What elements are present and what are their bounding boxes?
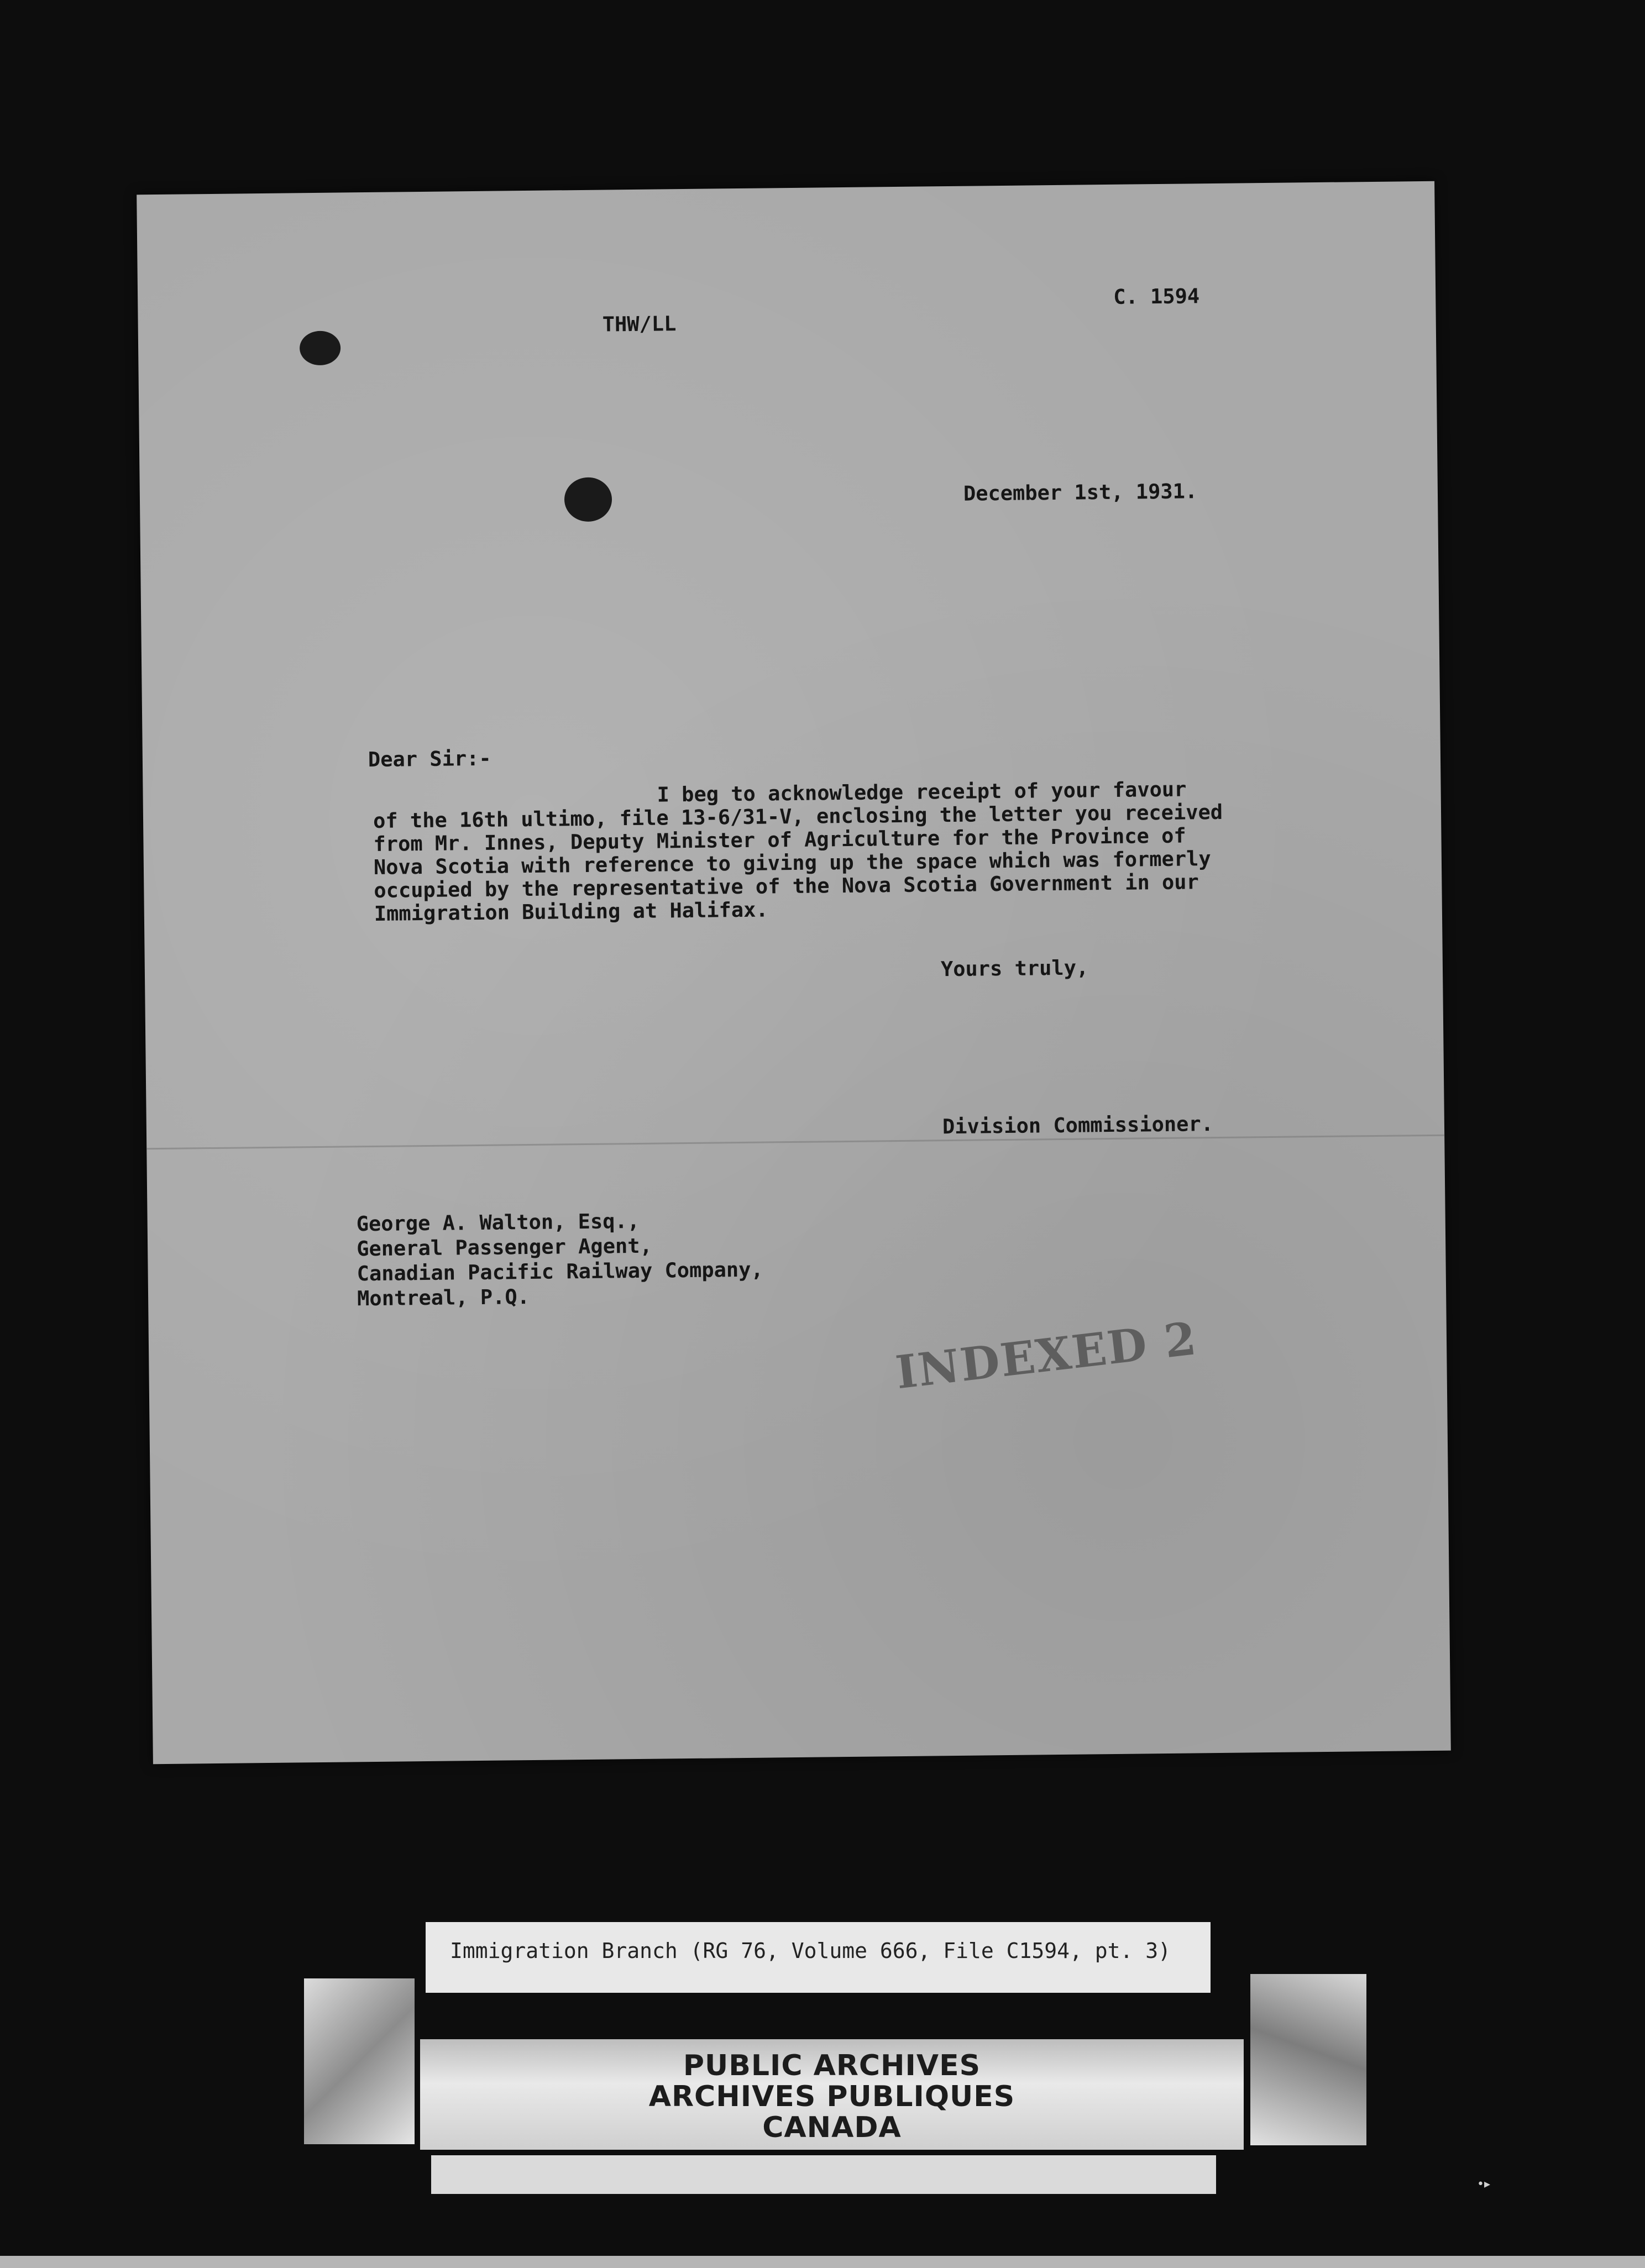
- indexed-stamp: INDEXED 2: [893, 1312, 1200, 1400]
- folder-tab-left: [304, 1978, 415, 2144]
- addressee-line: Montreal, P.Q.: [357, 1285, 530, 1311]
- body-line: Immigration Building at Halifax.: [374, 897, 768, 926]
- body-line: Nova Scotia with reference to giving up the space which was formerly: [373, 847, 1211, 879]
- film-edge: [0, 2256, 1645, 2268]
- addressee-line: Canadian Pacific Railway Company,: [357, 1257, 763, 1286]
- ink-blot-hole-punch: [564, 477, 612, 522]
- file-number: C. 1594: [1113, 284, 1200, 309]
- ink-blot-top-left: [300, 331, 341, 366]
- letter-page: [137, 181, 1451, 1764]
- reference-initials: THW/LL: [602, 312, 677, 337]
- public-archives-band: [420, 2039, 1244, 2150]
- salutation: Dear Sir:-: [368, 746, 491, 772]
- archives-line-canada: CANADA: [762, 2111, 902, 2144]
- archives-line-english: PUBLIC ARCHIVES: [683, 2049, 981, 2082]
- signature-title: Division Commissioner.: [942, 1112, 1214, 1139]
- body-line: occupied by the representative of the Nova Scotia Government in our: [374, 870, 1199, 902]
- body-line: from Mr. Innes, Deputy Minister of Agriculture for the Province of: [373, 823, 1186, 856]
- letter-date: December 1st, 1931.: [963, 479, 1198, 506]
- body-line: of the 16th ultimo, file 13-6/31-V, enclosing the letter you received: [373, 800, 1223, 833]
- body-line: I beg to acknowledge receipt of your favour: [657, 777, 1187, 807]
- page-fold-line: [146, 1135, 1444, 1150]
- archive-reference-text: Immigration Branch (RG 76, Volume 666, File C1594, pt. 3): [450, 1939, 1171, 1963]
- label-bottom-strip: [431, 2155, 1216, 2194]
- archives-line-french: ARCHIVES PUBLIQUES: [648, 2080, 1015, 2113]
- archive-reference-label: [426, 1922, 1211, 1993]
- closing: Yours truly,: [940, 956, 1089, 981]
- film-corner-mark: •▸: [1477, 2177, 1491, 2191]
- folder-tab-right: [1250, 1974, 1366, 2145]
- addressee-line: General Passenger Agent,: [356, 1233, 653, 1261]
- addressee-line: George A. Walton, Esq.,: [356, 1209, 640, 1236]
